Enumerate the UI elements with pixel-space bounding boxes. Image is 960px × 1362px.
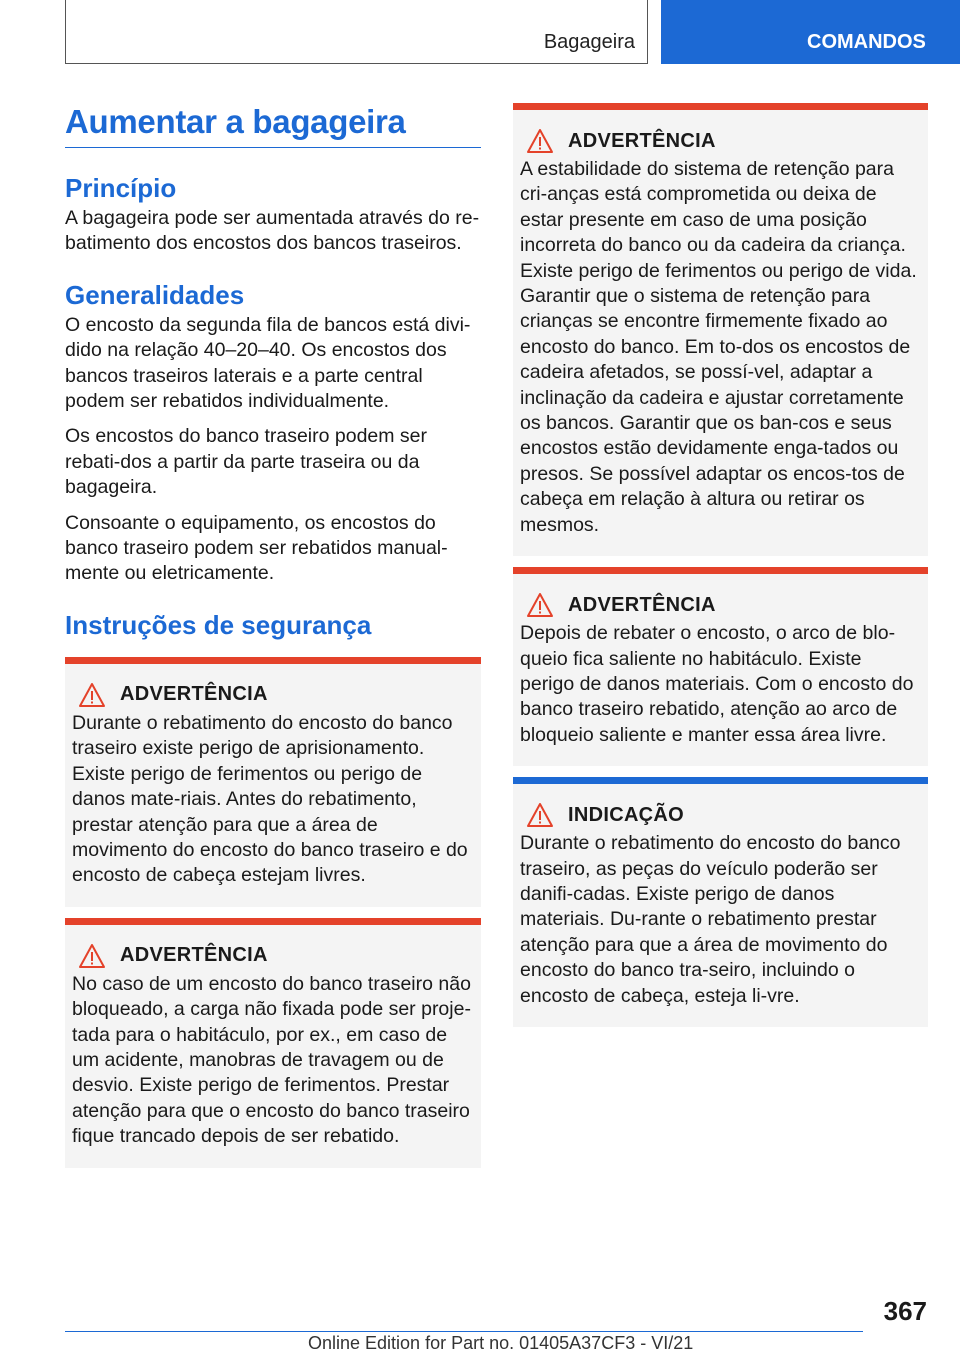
warning-box-title: ADVERTÊNCIA xyxy=(568,593,716,616)
warning-box-title: ADVERTÊNCIA xyxy=(568,129,716,152)
warning-triangle-icon xyxy=(526,128,554,154)
page-title: Aumentar a bagageira xyxy=(65,103,481,148)
warning-box-title: ADVERTÊNCIA xyxy=(120,683,268,706)
warning-box-text: No caso de um encosto do banco traseiro não bloqueado, a carga não fixada pode ser proje-tada para o habitáculo, por ex., em caso de um acidente, manobras de travagem ou de desvio. Existe perigo de ferimentos. Prestar atenção para que o encosto do banco traseiro fique trancado depois de ser rebatido. xyxy=(72,972,471,1148)
warning-box-header xyxy=(520,592,920,618)
warning-box xyxy=(65,657,481,907)
header-section-box xyxy=(65,0,648,64)
section-heading-seguranca: Instruções de segurança xyxy=(65,609,372,640)
warning-box-title: ADVERTÊNCIA xyxy=(120,944,268,967)
paragraph: Consoante o equipamento, os encostos do banco traseiro podem ser rebatidos manual-mente ou eletricamente. xyxy=(65,511,448,585)
warning-box-text: Depois de rebater o encosto, o arco de blo-queio fica saliente no habitáculo. Existe perigo de danos materiais. Com o encosto do banco traseiro rebatido, atenção ao arco de bloqueio saliente e manter essa área livre. xyxy=(520,622,914,746)
header-tab-comandos[interactable] xyxy=(661,0,960,64)
warning-triangle-icon xyxy=(526,592,554,618)
header-tab-label: COMANDOS xyxy=(807,31,926,53)
warning-box-header xyxy=(72,943,473,969)
warning-triangle-icon xyxy=(526,802,554,828)
paragraph: Os encostos do banco traseiro podem ser rebati-dos a partir da parte traseira ou da bagageira. xyxy=(65,425,428,499)
warning-box xyxy=(513,103,928,556)
right-column xyxy=(513,103,928,1027)
left-column xyxy=(65,103,481,1168)
footer-edition-text: Online Edition for Part no. 01405A37CF3 - VI/21 xyxy=(308,1333,694,1353)
warning-box-header xyxy=(520,128,920,154)
notice-box xyxy=(513,777,928,1027)
warning-triangle-icon xyxy=(78,943,106,969)
header-section-label: Bagageira xyxy=(543,31,635,53)
warning-box xyxy=(65,918,481,1168)
warning-box xyxy=(513,567,928,766)
notice-box-header xyxy=(520,802,920,828)
warning-box-header xyxy=(72,682,473,708)
page-number: 367 xyxy=(883,1296,927,1326)
notice-box-title: INDICAÇÃO xyxy=(568,803,685,826)
warning-triangle-icon xyxy=(78,682,106,708)
section-heading-generalidades: Generalidades xyxy=(65,279,245,310)
warning-box-text: Durante o rebatimento do encosto do banco traseiro existe perigo de aprisionamento. Existe perigo de ferimentos ou perigo de danos mate-riais. Antes do rebatimento, prestar atenção para que a área de movimento do encosto do banco traseiro e do encosto de cabeça estejam livres. xyxy=(72,711,468,887)
paragraph: A bagageira pode ser aumentada através do re-batimento dos encostos dos bancos traseiros. xyxy=(65,207,480,255)
paragraph: O encosto da segunda fila de bancos está divi-dido na relação 40–20–40. Os encostos dos bancos traseiros laterais e a parte central podem ser rebatidos individualmente. xyxy=(65,313,471,413)
warning-box-text: A estabilidade do sistema de retenção para cri-anças está comprometida ou deixa de estar presente em caso de uma posição incorreta do banco ou da cadeira da criança. Existe perigo de ferimentos ou perigo de vida. Garantir que o sistema de retenção para crianças se encontre firmemente fixado ao encosto do banco. Em to-dos os encostos de cadeira afetados, se possí-vel, adaptar a inclinação da cadeira e ajustar corretamente os bancos. Garantir que os ban-cos e seus encostos estão devidamente enga-tados ou presos. Se possível adaptar os encos-tos de cabeça em relação à altura ou retirar os mesmos. xyxy=(520,158,917,536)
footer-divider xyxy=(65,1331,863,1332)
section-heading-principio: Princípio xyxy=(65,173,177,203)
notice-box-text: Durante o rebatimento do encosto do banco traseiro, as peças do veículo poderão ser danifi-cadas. Existe perigo de danos materiais. Du-rante o rebatimento prestar atenção para que a área de movimento do encosto do banco tra-seiro, incluindo o encosto de cabeça, esteja li-vre. xyxy=(520,832,901,1007)
